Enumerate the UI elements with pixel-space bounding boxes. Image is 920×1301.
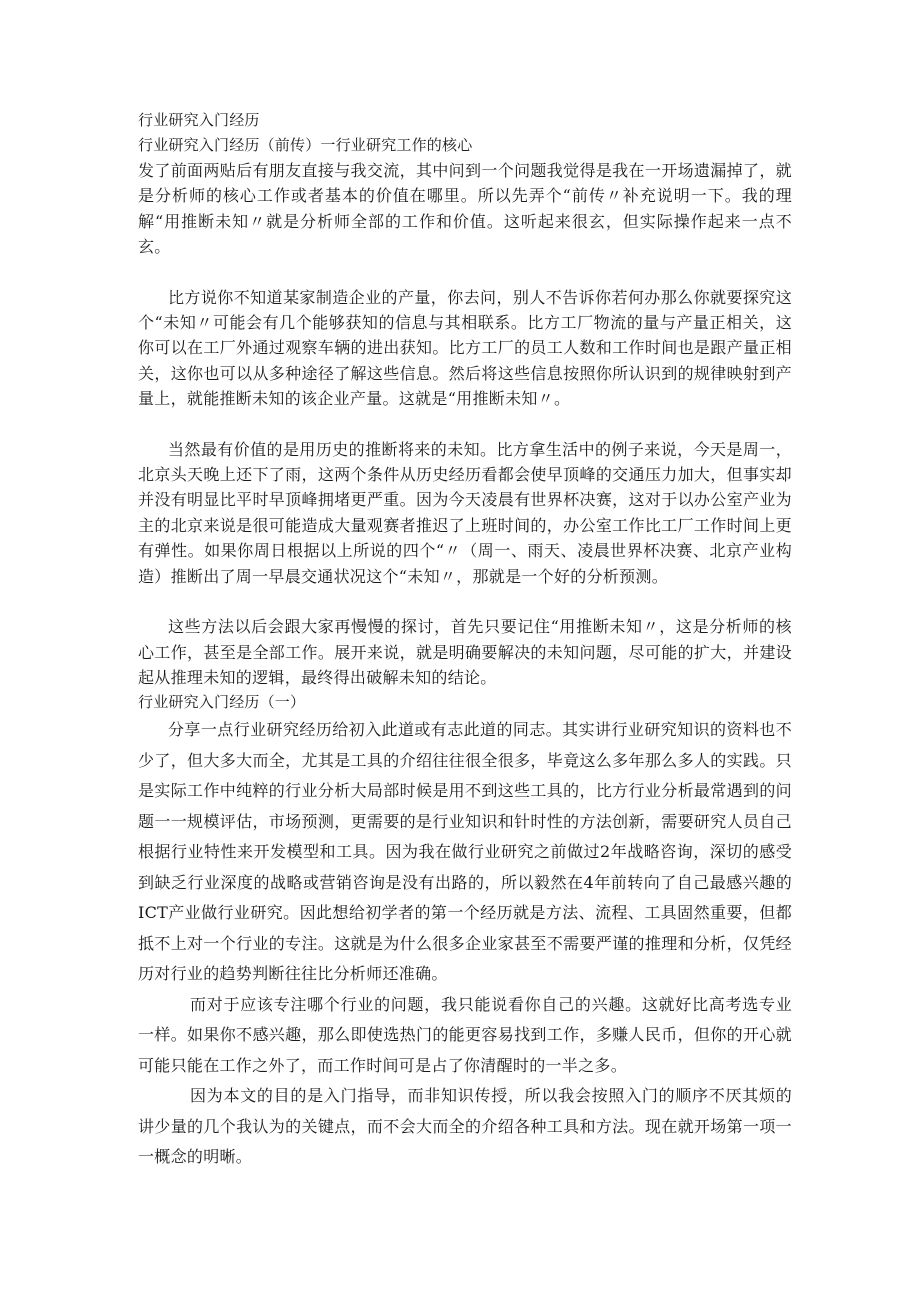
- paragraph-gap: [138, 412, 792, 437]
- paragraph-gap: [138, 589, 792, 614]
- paragraph-1: 发了前面两贴后有朋友直接与我交流，其中问到一个问题我觉得是我在一开场遗漏掉了，就是分析师的核心工作或者基本的价值在哪里。所以先弄个“前传〃补充说明一下。我的理解“用推断未知〃就是分析师全部的工作和价值。这听起来很玄，但实际操作起来一点不玄。: [138, 161, 792, 257]
- paragraph-7: 因为本文的目的是入门指导，而非知识传授，所以我会按照入门的顺序不厌其烦的讲少量的几个我认为的关键点，而不会大而全的介绍各种工具和方法。现在就开场第一项一一概念的明晰。: [138, 1086, 792, 1167]
- section-title-part-one: 行业研究入门经历（一）: [138, 693, 306, 712]
- document-page: [138, 108, 792, 1173]
- section-title-prequel: 行业研究入门经历（前传）一行业研究工作的核心: [138, 136, 473, 154]
- section-part-one: [138, 715, 792, 1173]
- paragraph-gap: [138, 260, 792, 285]
- paragraph-5: 分享一点行业研究经历给初入此道或有志此道的同志。其实讲行业研究知识的资料也不少了，但大多大而全，尤其是工具的介绍往往很全很多，毕竟这么多年那么多人的实践。只是实际工作中纯粹的行业分析大局部时候是用不到这些工具的，比方行业分析最常遇到的问题一一规模评估，市场预测，更需要的是行业知识和针时性的方法创新，需要研究人员自己根据行业特性来开发模型和工具。因为我在做行业研究之前做过2年战略咨询，深切的感受到缺乏行业深度的战略或营销咨询是没有出路的，所以毅然在4年前转向了自己最感兴趣的ICT产业做行业研究。因此想给初学者的第一个经历就是方法、流程、工具固然重要，但都抵不上对一个行业的专注。这就是为什么很多企业家甚至不需要严谨的推理和分析，仅凭经历对行业的趋势判断往往比分析师还准确。: [138, 720, 792, 984]
- paragraph-2: 比方说你不知道某家制造企业的产量，你去问，别人不告诉你若何办那么你就要探究这个“未知〃可能会有几个能够获知的信息与其相联系。比方工厂物流的量与产量正相关，这你可以在工厂外通过观察车辆的进出获知。比方工厂的员工人数和工作时间也是跟产量正相关，这你也可以从多种途径了解这些信息。然后将这些信息按照你所认识到的规律映射到产量上，就能推断未知的该企业产量。这就是“用推断未知〃。: [138, 287, 792, 409]
- doc-title: 行业研究入门经历: [138, 111, 260, 129]
- paragraph-3: 当然最有价值的是用历史的推断将来的未知。比方拿生活中的例子来说，今天是周一，北京头天晚上还下了雨，这两个条件从历史经历看都会使早顶峰的交通压力加大，但事实却并没有明显比平时早顶峰拥堵更严重。因为今天凌晨有世界杯决赛，这对于以办公室产业为主的北京来说是很可能造成大量观赛者推迟了上班时间的，办公室工作比工厂工作时间上更有弹性。如果你周日根据以上所说的四个“〃（周一、雨天、凌晨世界杯决赛、北京产业构造）推断出了周一早晨交通状况这个“未知〃，那就是一个好的分析预测。: [138, 439, 792, 586]
- paragraph-4: 这些方法以后会跟大家再慢慢的探讨，首先只要记住“用推断未知〃，这是分析师的核心工作，甚至是全部工作。展开来说，就是明确要解决的未知问题，尽可能的扩大，并建设起从推理未知的逻辑，最终得出破解未知的结论。: [138, 617, 792, 687]
- paragraph-6: 而对于应该专注哪个行业的问题，我只能说看你自己的兴趣。这就好比高考选专业一样。如果你不感兴趣，那么即使选热门的能更容易找到工作，多赚人民币，但你的开心就可能只能在工作之外了，而工作时间可是占了你清醒时的一半之多。: [138, 994, 792, 1075]
